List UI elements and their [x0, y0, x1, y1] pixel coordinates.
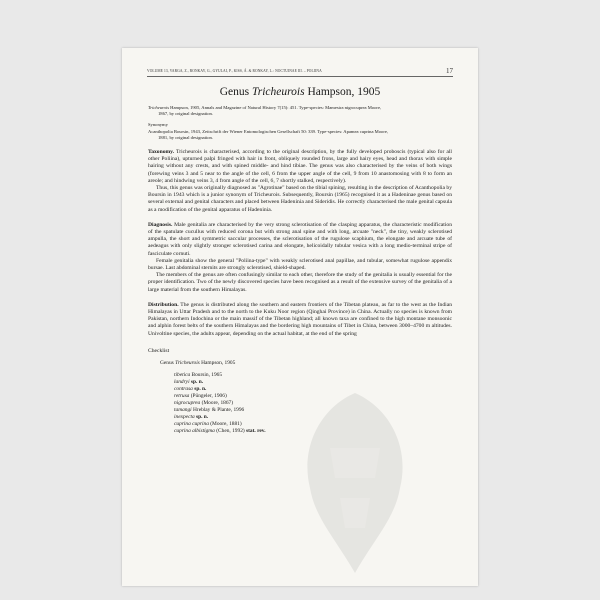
distribution-label: Distribution. — [148, 301, 179, 308]
species-author: Hreblay & Plante, 1996 — [191, 406, 245, 413]
title-suffix: Hampson, 1905 — [304, 86, 381, 98]
diagnosis-p2: Female genitalia show the general "Poliina-type" with weakly sclerotised anal papillae, and tubular, somewhat rugulose appendix bursae. Last abdominal sternits are strongly sclerotised, shield-shaped. — [148, 257, 452, 272]
checklist-genus-suffix: Hampson, 1905 — [199, 359, 236, 366]
synonymy-line: Acanthopolia Boursin, 1943, Zeitschrift der Wiener Entomologischen Gesellschaft 50: 339. Type-species: Apamea cuprina Moore, — [148, 128, 389, 134]
species-name: inexpecta — [174, 413, 195, 420]
distribution-p1: The genus is distributed along the southern and eastern frontiers of the Tibetan plateau, as far to the west as the Indian Himalayas in Uttar Pradesh and to the north to the Kuku Noor region (Qinghai Province) in China. Actually no species is known from Pakistan, northern Indochina or the main massif of the Tibetan highland; all known taxa are confined to the high montane monsoonic and alphin forest belts of the southern Himalayas and the bordering high mountains of Tibet in China, between 3000–4700 m altitudes. Univoltine species, the adults appear, depending on the actual habitat, at the end of the spring — [148, 301, 452, 337]
citation-text: Hampson, 1905, Annals and Magazine of Natural History 7(15): 451. Type-species: Mamestra nigrocuprea Moore, — [169, 105, 382, 110]
species-item — [174, 379, 452, 386]
title-genus: Tricheurois — [251, 86, 305, 98]
species-name: cuprina albistigma — [174, 427, 215, 434]
taxonomy-p2: Thus, this genus was originally diagnosed as "Agrotinae" based on the tibial spining, resulting in the description of Acanthopolia by Boursin in 1943 which is a junior synonym of Tricheurois. Subsequently, Boursin (1965) recognised it as a Hadeninae genus based on several external and genital characters and placed between Hadeninia and Sideridis. He correctly characterised the male genital capsula as a modification of the genital apparatus of Hadeninia. — [148, 185, 452, 213]
species-name: cuprina cuprina — [174, 420, 209, 427]
checklist — [148, 360, 452, 435]
page-number: 17 — [446, 67, 453, 75]
checklist-genus — [148, 360, 452, 367]
synonymy-block — [148, 122, 452, 141]
species-author: (Moore, 1867) — [200, 399, 234, 406]
species-name: tibetica — [174, 371, 191, 378]
taxonomy-p1: Tricheurois is characterised, according to the original description, by the fully developed proboscis (typical also for all other Poliina), upturned palpi fringed with hair in front, obliquely rounded frons, large and hairy eyes, head and thorax with simple hairing without any crests, and with spined middle- and hind tibiae. The genus was also characterised by the veins of both wings (forewing veins 3 and 5 near to the angle of the cell, 6 from the upper angle of the cell, 9 from 10 anastomosing with 8 to form an areole; and hindwing veins 3, 4 from angle of the cell, 6, 7 shortly stalked, respectively). — [148, 149, 452, 184]
page-title — [148, 86, 452, 98]
title-prefix: Genus — [219, 86, 252, 98]
species-author: (Püngeler, 1906) — [189, 392, 227, 399]
synonymy-label: Synonymy — [148, 122, 168, 128]
species-item — [174, 407, 452, 414]
citation-genus: Tricheurois — [148, 105, 170, 110]
species-name: contrasa — [174, 385, 193, 392]
species-status: sp. n. — [192, 385, 207, 392]
diagnosis-p3: The members of the genus are often confusingly similar to each other, therefore the study of the genitalia is usually essential for the proper identification. Two of the newly discovered species have been recognised as a result of the extensive survey of the genitalia of a large material from the southern Himalayas. — [148, 272, 452, 293]
header-rule — [147, 76, 453, 77]
species-name: nigrocuprea — [174, 399, 201, 406]
checklist-title: Checklist — [148, 347, 170, 354]
species-author: (Moore, 1881) — [208, 420, 242, 427]
species-item — [174, 386, 452, 393]
diagnosis-section — [148, 222, 452, 294]
species-item — [174, 400, 452, 407]
species-item — [174, 393, 452, 400]
citation-cont: 1867, by original designation. — [158, 111, 213, 117]
diagnosis-label: Diagnosis. — [148, 221, 173, 228]
species-status: sp. n. — [189, 378, 204, 385]
species-item — [174, 414, 452, 421]
species-name: tamangi — [174, 406, 192, 413]
species-item — [174, 421, 452, 428]
diagnosis-p1: Male genitalia are characterised by the very strong sclerotisation of the clasping apparatus, the characteristic modification of the spatulate cucullus with reduced corona but with strong anal spine and with long, arcuate "neck", the tiny, weakly sclerotised ampulla, the short and symmetric saccular processes, the sclerotisation of the rugulose scaphium, the elongate and arcuate tube of aedeagus with only slightly stronger sclerotised carina and elongate, helicoidally tubular vesica with a long medio-terminal stripe of fasciculate cornuti. — [148, 221, 452, 257]
checklist-genus-name: Tricheurois — [175, 359, 200, 366]
distribution-section — [148, 302, 452, 338]
species-status: stat. rev. — [244, 427, 266, 434]
species-author: (Chen, 1992) — [214, 427, 245, 434]
species-item — [174, 428, 452, 435]
taxonomy-section — [148, 149, 452, 214]
species-list — [148, 372, 452, 435]
species-item — [174, 372, 452, 379]
species-status: sp. n. — [194, 413, 209, 420]
species-name: retrusa — [174, 392, 190, 399]
species-author: Boursin, 1965 — [190, 371, 223, 378]
main-content — [148, 86, 452, 435]
running-head: VOLUME 13, VARGA, Z., RONKAY, G., GYULAI, P., KISS, Á. & RONKAY, L.: NOCTUINAE III. – POLIINA — [147, 69, 322, 73]
species-name: landryi — [174, 378, 190, 385]
taxonomy-label: Taxonomy. — [148, 149, 175, 156]
document-page — [122, 48, 478, 586]
checklist-genus-prefix: Genus — [160, 359, 176, 366]
original-citation — [148, 105, 452, 117]
synonymy-cont: 1881, by original designation. — [158, 134, 213, 140]
